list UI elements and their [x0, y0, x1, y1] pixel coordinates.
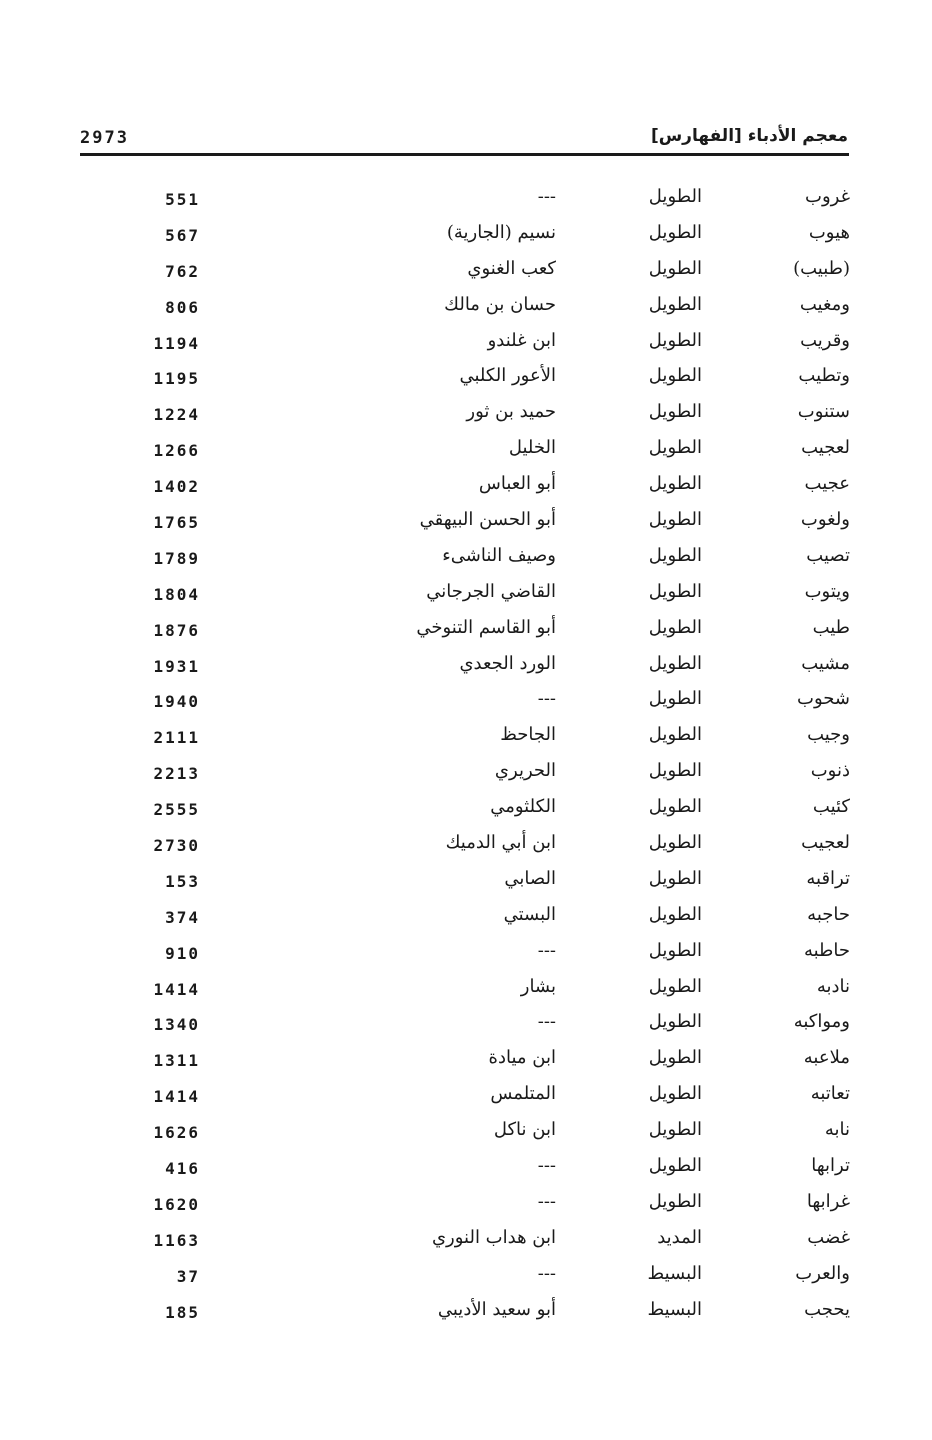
- rhyme-word: ومواكبه: [793, 1011, 850, 1033]
- table-row: [80, 326, 850, 362]
- poet-name: ---: [537, 939, 556, 961]
- table-row: [80, 254, 850, 290]
- page-header: [80, 118, 848, 154]
- meter-name: البسيط: [647, 1262, 702, 1284]
- poet-name: الأعور الكلبي: [459, 365, 556, 387]
- index-table: [80, 182, 850, 1331]
- rhyme-word: ويتوب: [804, 580, 850, 602]
- rhyme-word: ملاعبه: [803, 1047, 850, 1069]
- poet-name: الحريري: [494, 760, 556, 782]
- meter-name: الطويل: [648, 1155, 702, 1177]
- table-row: [80, 936, 850, 972]
- table-row: [80, 1043, 850, 1079]
- page-ref: 1626: [153, 1123, 200, 1143]
- meter-name: الطويل: [648, 616, 702, 638]
- table-row: [80, 900, 850, 936]
- table-row: [80, 613, 850, 649]
- table-row: [80, 397, 850, 433]
- poet-name: ابن أبي الدميك: [445, 832, 556, 854]
- rhyme-word: والعرب: [795, 1262, 850, 1284]
- poet-name: ابن ميادة: [488, 1047, 556, 1069]
- meter-name: الطويل: [648, 867, 702, 889]
- meter-name: الطويل: [648, 939, 702, 961]
- page-ref: 1195: [153, 369, 200, 389]
- table-row: [80, 361, 850, 397]
- table-row: [80, 756, 850, 792]
- table-row: [80, 1187, 850, 1223]
- table-row: [80, 505, 850, 541]
- page-ref: 416: [165, 1159, 200, 1179]
- page-ref: 1340: [153, 1015, 200, 1035]
- page-ref: 1311: [153, 1051, 200, 1071]
- meter-name: الطويل: [648, 688, 702, 710]
- rhyme-word: هيوب: [808, 221, 850, 243]
- rhyme-word: غروب: [805, 186, 850, 207]
- rhyme-word: غضب: [807, 1226, 850, 1248]
- rhyme-word: نابه: [824, 1119, 850, 1141]
- poet-name: نسيم (الجارية): [446, 221, 556, 243]
- poet-name: الجاحظ: [500, 724, 556, 746]
- page-ref: 374: [165, 907, 200, 927]
- table-row: [80, 684, 850, 720]
- rhyme-word: لعجيب: [801, 437, 850, 459]
- poet-name: ابن ناكل: [493, 1119, 556, 1141]
- table-row: [80, 1007, 850, 1043]
- page-ref: 1194: [153, 333, 200, 353]
- page-ref: 910: [165, 943, 200, 963]
- page-ref: 37: [176, 1266, 200, 1286]
- rhyme-word: وجيب: [807, 724, 850, 746]
- table-row: [80, 792, 850, 828]
- page-ref: 2111: [153, 728, 200, 748]
- table-row: [80, 1079, 850, 1115]
- rhyme-word: غرابها: [806, 1190, 850, 1212]
- poet-name: كعب الغنوي: [467, 257, 556, 279]
- table-row: [80, 1115, 850, 1151]
- meter-name: الطويل: [648, 760, 702, 782]
- rhyme-word: طيب: [812, 616, 850, 638]
- rhyme-word: شحوب: [797, 688, 850, 710]
- poet-name: ---: [537, 1190, 556, 1212]
- page-ref: 567: [165, 225, 200, 245]
- page-ref: 1414: [153, 1087, 200, 1107]
- table-row: [80, 182, 850, 218]
- meter-name: الطويل: [648, 221, 702, 243]
- poet-name: الخليل: [508, 437, 556, 459]
- meter-name: الطويل: [648, 1047, 702, 1069]
- poet-name: ---: [537, 1155, 556, 1177]
- rhyme-word: كئيب: [812, 796, 850, 818]
- rhyme-word: وقريب: [800, 329, 850, 351]
- table-row: [80, 1151, 850, 1187]
- rhyme-word: (طبيب): [793, 257, 850, 279]
- rhyme-word: ستنوب: [797, 401, 850, 423]
- page-number: 2973: [80, 128, 129, 148]
- meter-name: الطويل: [648, 473, 702, 495]
- meter-name: الطويل: [648, 365, 702, 387]
- page-ref: 2730: [153, 836, 200, 856]
- meter-name: الطويل: [648, 329, 702, 351]
- poet-name: ابن غلندو: [487, 329, 556, 351]
- poet-name: الصابي: [504, 867, 556, 889]
- rhyme-word: تراقبه: [806, 867, 850, 889]
- table-row: [80, 649, 850, 685]
- poet-name: بشار: [520, 975, 556, 997]
- poet-name: حميد بن ثور: [466, 401, 556, 423]
- meter-name: الطويل: [648, 832, 702, 854]
- meter-name: الطويل: [648, 186, 702, 207]
- page-ref: 1620: [153, 1194, 200, 1214]
- page-ref: 806: [165, 297, 200, 317]
- poet-name: ---: [537, 688, 556, 710]
- meter-name: الطويل: [648, 401, 702, 423]
- table-row: [80, 218, 850, 254]
- poet-name: القاضي الجرجاني: [426, 580, 556, 602]
- table-row: [80, 972, 850, 1008]
- meter-name: الطويل: [648, 652, 702, 674]
- page-ref: 1789: [153, 548, 200, 568]
- rhyme-word: تعاتبه: [810, 1083, 850, 1105]
- poet-name: ---: [537, 1011, 556, 1033]
- table-row: [80, 1223, 850, 1259]
- page-ref: 2213: [153, 764, 200, 784]
- page-ref: 762: [165, 261, 200, 281]
- rhyme-word: حاجبه: [807, 903, 850, 925]
- rhyme-word: مشيب: [801, 652, 850, 674]
- rhyme-word: ولغوب: [800, 509, 850, 531]
- meter-name: المديد: [657, 1226, 702, 1248]
- header-rule: [80, 153, 849, 156]
- poet-name: حسان بن مالك: [444, 293, 556, 315]
- poet-name: أبو سعيد الأديبي: [437, 1298, 556, 1320]
- rhyme-word: عجيب: [804, 473, 850, 495]
- poet-name: المتلمس: [490, 1083, 556, 1105]
- page-ref: 1931: [153, 656, 200, 676]
- poet-name: ---: [537, 1262, 556, 1284]
- poet-name: وصيف الناشىء: [442, 544, 556, 566]
- meter-name: الطويل: [648, 544, 702, 566]
- page-ref: 2555: [153, 800, 200, 820]
- meter-name: الطويل: [648, 1119, 702, 1141]
- rhyme-word: حاطبه: [803, 939, 850, 961]
- meter-name: الطويل: [648, 509, 702, 531]
- page-ref: 1163: [153, 1230, 200, 1250]
- table-row: [80, 1295, 850, 1331]
- rhyme-word: ذنوب: [810, 760, 850, 782]
- page-ref: 1224: [153, 405, 200, 425]
- meter-name: الطويل: [648, 257, 702, 279]
- page-ref: 1940: [153, 692, 200, 712]
- page-ref: 1804: [153, 584, 200, 604]
- rhyme-word: لعجيب: [801, 832, 850, 854]
- table-row: [80, 828, 850, 864]
- table-row: [80, 433, 850, 469]
- meter-name: الطويل: [648, 724, 702, 746]
- page-ref: 1765: [153, 513, 200, 533]
- page-ref: 1876: [153, 620, 200, 640]
- poet-name: أبو القاسم التنوخي: [416, 616, 556, 638]
- rhyme-word: نادبه: [816, 975, 850, 997]
- meter-name: الطويل: [648, 1190, 702, 1212]
- table-row: [80, 1259, 850, 1295]
- rhyme-word: وتطيب: [798, 365, 850, 387]
- poet-name: الورد الجعدي: [459, 652, 556, 674]
- table-row: [80, 290, 850, 326]
- table-row: [80, 864, 850, 900]
- rhyme-word: يحجب: [804, 1298, 850, 1320]
- poet-name: البستي: [503, 903, 556, 925]
- meter-name: البسيط: [647, 1298, 702, 1320]
- running-title: معجم الأدباء [الفهارس]: [650, 126, 848, 146]
- poet-name: أبو الحسن البيهقي: [419, 509, 556, 531]
- table-row: [80, 577, 850, 613]
- table-row: [80, 541, 850, 577]
- poet-name: أبو العباس: [478, 473, 556, 495]
- page-ref: 185: [165, 1302, 200, 1322]
- rhyme-word: ومغيب: [799, 293, 850, 315]
- meter-name: الطويل: [648, 903, 702, 925]
- page-ref: 1414: [153, 979, 200, 999]
- table-row: [80, 469, 850, 505]
- rhyme-word: ترابها: [811, 1155, 850, 1177]
- meter-name: الطويل: [648, 293, 702, 315]
- meter-name: الطويل: [648, 580, 702, 602]
- poet-name: ---: [537, 186, 556, 207]
- meter-name: الطويل: [648, 1011, 702, 1033]
- page-ref: 153: [165, 871, 200, 891]
- page-ref: 551: [165, 190, 200, 209]
- meter-name: الطويل: [648, 1083, 702, 1105]
- meter-name: الطويل: [648, 437, 702, 459]
- table-row: [80, 720, 850, 756]
- page-ref: 1266: [153, 441, 200, 461]
- page-ref: 1402: [153, 477, 200, 497]
- rhyme-word: تصيب: [806, 544, 850, 566]
- meter-name: الطويل: [648, 796, 702, 818]
- poet-name: الكلثومي: [490, 796, 556, 818]
- poet-name: ابن هداب النوري: [431, 1226, 556, 1248]
- meter-name: الطويل: [648, 975, 702, 997]
